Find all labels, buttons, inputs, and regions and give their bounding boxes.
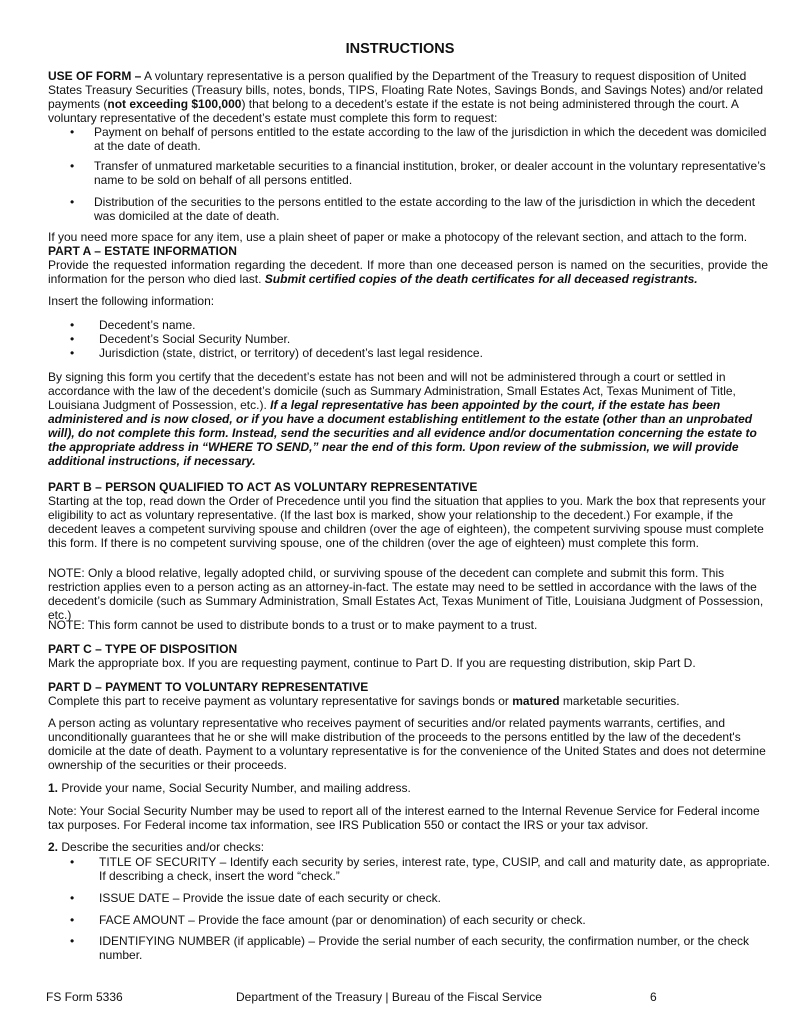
bullet-icon: • bbox=[70, 125, 75, 139]
text: Provide the requested information regarding the decedent. If more than one deceased person is named on the securities, provide the information for the person who died last. bbox=[48, 258, 768, 286]
text: Complete this part to receive payment as voluntary representative for savings bonds or bbox=[48, 694, 513, 708]
item-number: 2. bbox=[48, 840, 59, 854]
part-d-heading: PART D – PAYMENT TO VOLUNTARY REPRESENTATIVE bbox=[48, 680, 369, 694]
footer-page-number: 6 bbox=[650, 990, 657, 1004]
text: marketable securities. bbox=[559, 694, 680, 708]
list-item-text: Decedent’s Social Security Number. bbox=[99, 332, 291, 346]
list-item bbox=[70, 891, 770, 905]
text: ) that belong to a decedent’s estate if the estate is not being administered through the court. A voluntary representative of the decedent’s estate must complete this form to request: bbox=[48, 97, 739, 125]
part-c-paragraph: Mark the appropriate box. If you are requesting payment, continue to Part D. If you are requesting distribution, skip Part D. bbox=[48, 656, 696, 670]
list-item-text: Jurisdiction (state, district, or territory) of decedent’s last legal residence. bbox=[99, 346, 483, 360]
part-d-paragraph bbox=[48, 694, 768, 708]
bullet-icon: • bbox=[70, 318, 75, 332]
list-item-text: FACE AMOUNT – Provide the face amount (par or denomination) of each security or check. bbox=[99, 913, 586, 927]
bullet-icon: • bbox=[70, 195, 75, 209]
text: A voluntary representative is a person qualified by the Department of the Treasury to request disposition of United States Treasury Securities (Treasury bills, notes, bonds, TIPS, Floating Rate Notes, Savings Bonds, and Savings Notes) and/or related payments ( bbox=[48, 69, 764, 111]
part-b-note-1: NOTE: Only a blood relative, legally adopted child, or surviving spouse of the decedent can complete and submit this form. This restriction applies even to a person acting as an attorney-in-fact. The estate may need to be settled in accordance with the laws of the decedent’s domicile (such as Summary Administration, Small Estates Act, Texas Muniment of Title, Louisiana Judgment of Possession, etc.) bbox=[48, 566, 764, 622]
bullet-icon: • bbox=[70, 913, 75, 927]
part-b-note-2: NOTE: This form cannot be used to distribute bonds to a trust or to make payment to a trust. bbox=[48, 618, 538, 632]
bold-text: not exceeding $100,000 bbox=[107, 97, 242, 111]
part-d-ssn-note: Note: Your Social Security Number may be used to report all of the interest earned to the Internal Revenue Service for Federal income tax purposes. For Federal income tax information, see IRS Publication 550 or contact the IRS or your tax advisor. bbox=[48, 804, 760, 832]
list-item bbox=[70, 195, 770, 223]
insert-label: Insert the following information: bbox=[48, 294, 215, 308]
text: By signing this form you certify that the decedent’s estate has not been and will not be administered through a court or settled in accordance with the law of the decedent’s domicile (such as Summary Administration, Small Estates Act, Texas Muniment of Title, Louisiana Judgment of Possession, etc.). bbox=[48, 370, 736, 412]
more-space-note: If you need more space for any item, use a plain sheet of paper or make a photocopy of the relevant section, and attach to the form. bbox=[48, 230, 748, 244]
part-d-warranty-paragraph: A person acting as voluntary representative who receives payment of securities and/or related payments warrants, certifies, and unconditionally guarantees that he or she will make distribution of the proceeds to the persons entitled by the law of the decedent's domicile at the date of death. Payment to a voluntary representative is for the convenience of the United States and does not determine ownership of the securities or their proceeds. bbox=[48, 716, 766, 772]
list-item-text: Distribution of the securities to the persons entitled to the estate according to the law of the jurisdiction in which the decedent was domiciled at the date of death. bbox=[94, 195, 756, 223]
list-item bbox=[70, 346, 770, 360]
use-of-form-paragraph bbox=[48, 69, 768, 125]
list-item bbox=[70, 913, 770, 927]
list-item bbox=[70, 332, 770, 346]
bullet-icon: • bbox=[70, 891, 75, 905]
footer-form-number: FS Form 5336 bbox=[46, 990, 123, 1004]
part-a-heading: PART A – ESTATE INFORMATION bbox=[48, 244, 237, 258]
part-b-paragraph: Starting at the top, read down the Order of Precedence until you find the situation that applies to you. Mark the box that represents your eligibility to act as voluntary representative. (If the last box is marked, show your relationship to the decedent.) For example, if the decedent leaves a competent surviving spouse and children (over the age of eighteen), the competent surviving spouse must complete this form. If there is no competent surviving spouse, one of the children (over the age of eighteen) must complete this form. bbox=[48, 494, 766, 550]
list-item-text: Payment on behalf of persons entitled to the estate according to the law of the jurisdiction in which the decedent was domiciled at the date of death. bbox=[94, 125, 767, 153]
bullet-icon: • bbox=[70, 159, 75, 173]
bullet-icon: • bbox=[70, 934, 75, 948]
bullet-icon: • bbox=[70, 346, 75, 360]
item-number: 1. bbox=[48, 781, 59, 795]
text: Provide your name, Social Security Number, and mailing address. bbox=[58, 781, 411, 795]
part-b-heading: PART B – PERSON QUALIFIED TO ACT AS VOLUNTARY REPRESENTATIVE bbox=[48, 480, 478, 494]
part-d-item-2 bbox=[48, 840, 768, 854]
bullet-icon: • bbox=[70, 855, 75, 869]
list-item-text: TITLE OF SECURITY – Identify each security by series, interest rate, type, CUSIP, and call and maturity date, as appropriate. If describing a check, insert the word “check.” bbox=[99, 855, 770, 883]
list-item-text: Decedent’s name. bbox=[99, 318, 196, 332]
list-item-text: IDENTIFYING NUMBER (if applicable) – Provide the serial number of each security, the confirmation number, or the check number. bbox=[99, 934, 750, 962]
list-item bbox=[70, 159, 770, 187]
list-item bbox=[70, 855, 770, 883]
footer-agency: Department of the Treasury | Bureau of the Fiscal Service bbox=[236, 990, 542, 1004]
part-c-heading: PART C – TYPE OF DISPOSITION bbox=[48, 642, 238, 656]
part-a-paragraph bbox=[48, 258, 768, 286]
signing-paragraph bbox=[48, 370, 768, 468]
bullet-icon: • bbox=[70, 332, 75, 346]
list-item-text: ISSUE DATE – Provide the issue date of each security or check. bbox=[99, 891, 441, 905]
use-of-form-label: USE OF FORM – bbox=[48, 69, 142, 83]
bold-italic-text: If a legal representative has been appointed by the court, if the estate has been administered and is now closed, or if you have a document establishing entitlement to the estate (other than an unprobated will), do not complete this form. Instead, send the securities and all evidence and/or documentation concerning the estate to the appropriate address in “WHERE TO SEND,” near the end of this form. Upon review of the submission, we will provide additional instructions, if necessary. bbox=[48, 398, 757, 468]
page-title: INSTRUCTIONS bbox=[345, 41, 455, 57]
list-item-text: Transfer of unmatured marketable securities to a financial institution, broker, or dealer account in the voluntary representative’s name to be sold on behalf of all persons entitled. bbox=[94, 159, 766, 187]
list-item bbox=[70, 125, 770, 153]
part-d-item-1 bbox=[48, 781, 768, 795]
list-item bbox=[70, 318, 770, 332]
bold-text: matured bbox=[512, 694, 560, 708]
text: Describe the securities and/or checks: bbox=[58, 840, 265, 854]
list-item bbox=[70, 934, 770, 962]
bold-italic-text: Submit certified copies of the death certificates for all deceased registrants. bbox=[264, 272, 698, 286]
